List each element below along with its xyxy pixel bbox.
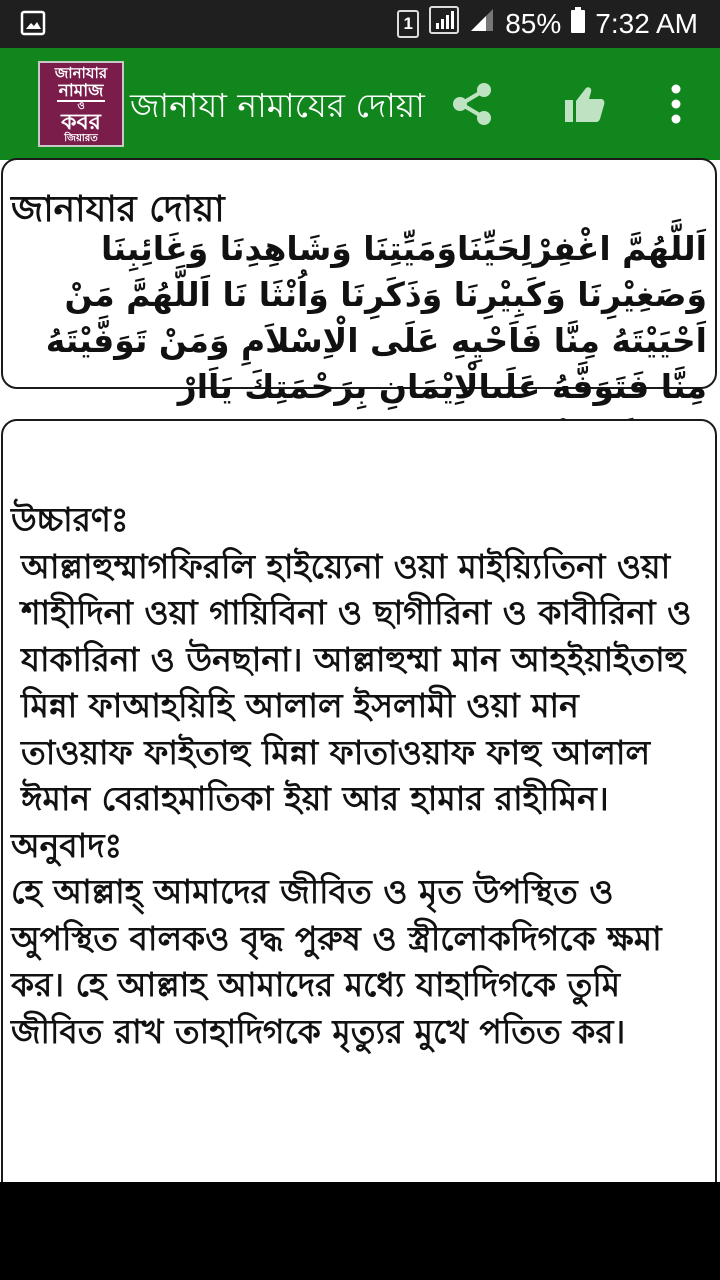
dua-title: জানাযার দোয়া — [11, 189, 225, 230]
navigation-bar — [0, 1182, 720, 1280]
battery-icon — [571, 7, 585, 40]
pronunciation-text: আল্লাহুম্মাগফিরলি হাইয়্যেনা ওয়া মাইয়্যিতিনা ওয়া শাহীদিনা ওয়া গায়িবিনা ও ছাগীরিনা ও কাবীরিনা ও যাকারিনা ও উনছানা। আল্লাহুম্মা মান আহইয়াইতাহু মিন্না ফাআহয়িহি আলাল ইসলামী ওয়া মান তাওয়াফ ফাইতাহু মিন্না ফাতাওয়াফ ফাহু আলাল ঈমান বেরাহমাতিকা ইয়া আর হামার রাহীমিন। — [21, 546, 692, 818]
overflow-menu-button[interactable] — [648, 76, 704, 132]
more-vert-icon — [670, 84, 682, 124]
share-button[interactable] — [444, 76, 500, 132]
gallery-notification-icon — [20, 10, 46, 40]
signal-hd-icon — [429, 6, 459, 41]
pronunciation-card — [1, 419, 717, 1209]
translation-heading: অনুবাদঃ — [11, 825, 123, 865]
battery-percent: 85% — [505, 7, 562, 39]
share-icon — [448, 80, 496, 128]
clock: 7:32 AM — [595, 7, 698, 39]
like-button[interactable] — [556, 76, 612, 132]
app-bar — [0, 48, 720, 160]
app-title: জানাযা নামাযের দোয়া — [130, 86, 425, 125]
thumbs-up-icon — [562, 82, 606, 126]
app-logo[interactable]: জানাযার নামাজ ও কবর জিয়ারত — [38, 61, 124, 147]
status-bar — [0, 0, 720, 48]
pronunciation-heading: উচ্চারণঃ — [11, 500, 129, 539]
dua-card — [1, 158, 717, 406]
translation-text: হে আল্লাহ্ আমাদের জীবিত ও মৃত উপস্থিত ও অুপস্থিত বালকও বৃদ্ধ পুরুষ ও স্ত্রীলোকদিগকে ক্ষমা কর। হে আল্লাহ আমাদের মধ্যে যাহাদিগকে তুমি জীবিত রাখ তাহাদিগকে মৃত্যুর মুখে পতিত কর। — [11, 872, 662, 1051]
content-area[interactable] — [0, 160, 720, 1182]
sim-slot-badge: 1 — [397, 10, 419, 38]
signal-strength-icon — [469, 7, 495, 40]
arabic-dua-text: اَللَّهُمَّ اغْفِرْلِحَيِّنَاوَمَيِّتِنَا وَشَاهِدِنَا وَغَائِبِنَا وَصَغِيْرِنَا وَكَبِيْرِنَا وَذَكَرِنَا وَاُنْثَا نَا اَللَّهُمَّ مَنْ اَحْيَيْتَهُ مِنَّا فَاَحْيِهِ عَلَى الْاِسْلاَمِ وَمَنْ تَوَفَّيْتَهُ مِنَّا فَتَوَفَّهُ عَلَىالْاِيْمَانِ بِرَحْمَتِكَ يَاَارْ — [45, 229, 707, 406]
